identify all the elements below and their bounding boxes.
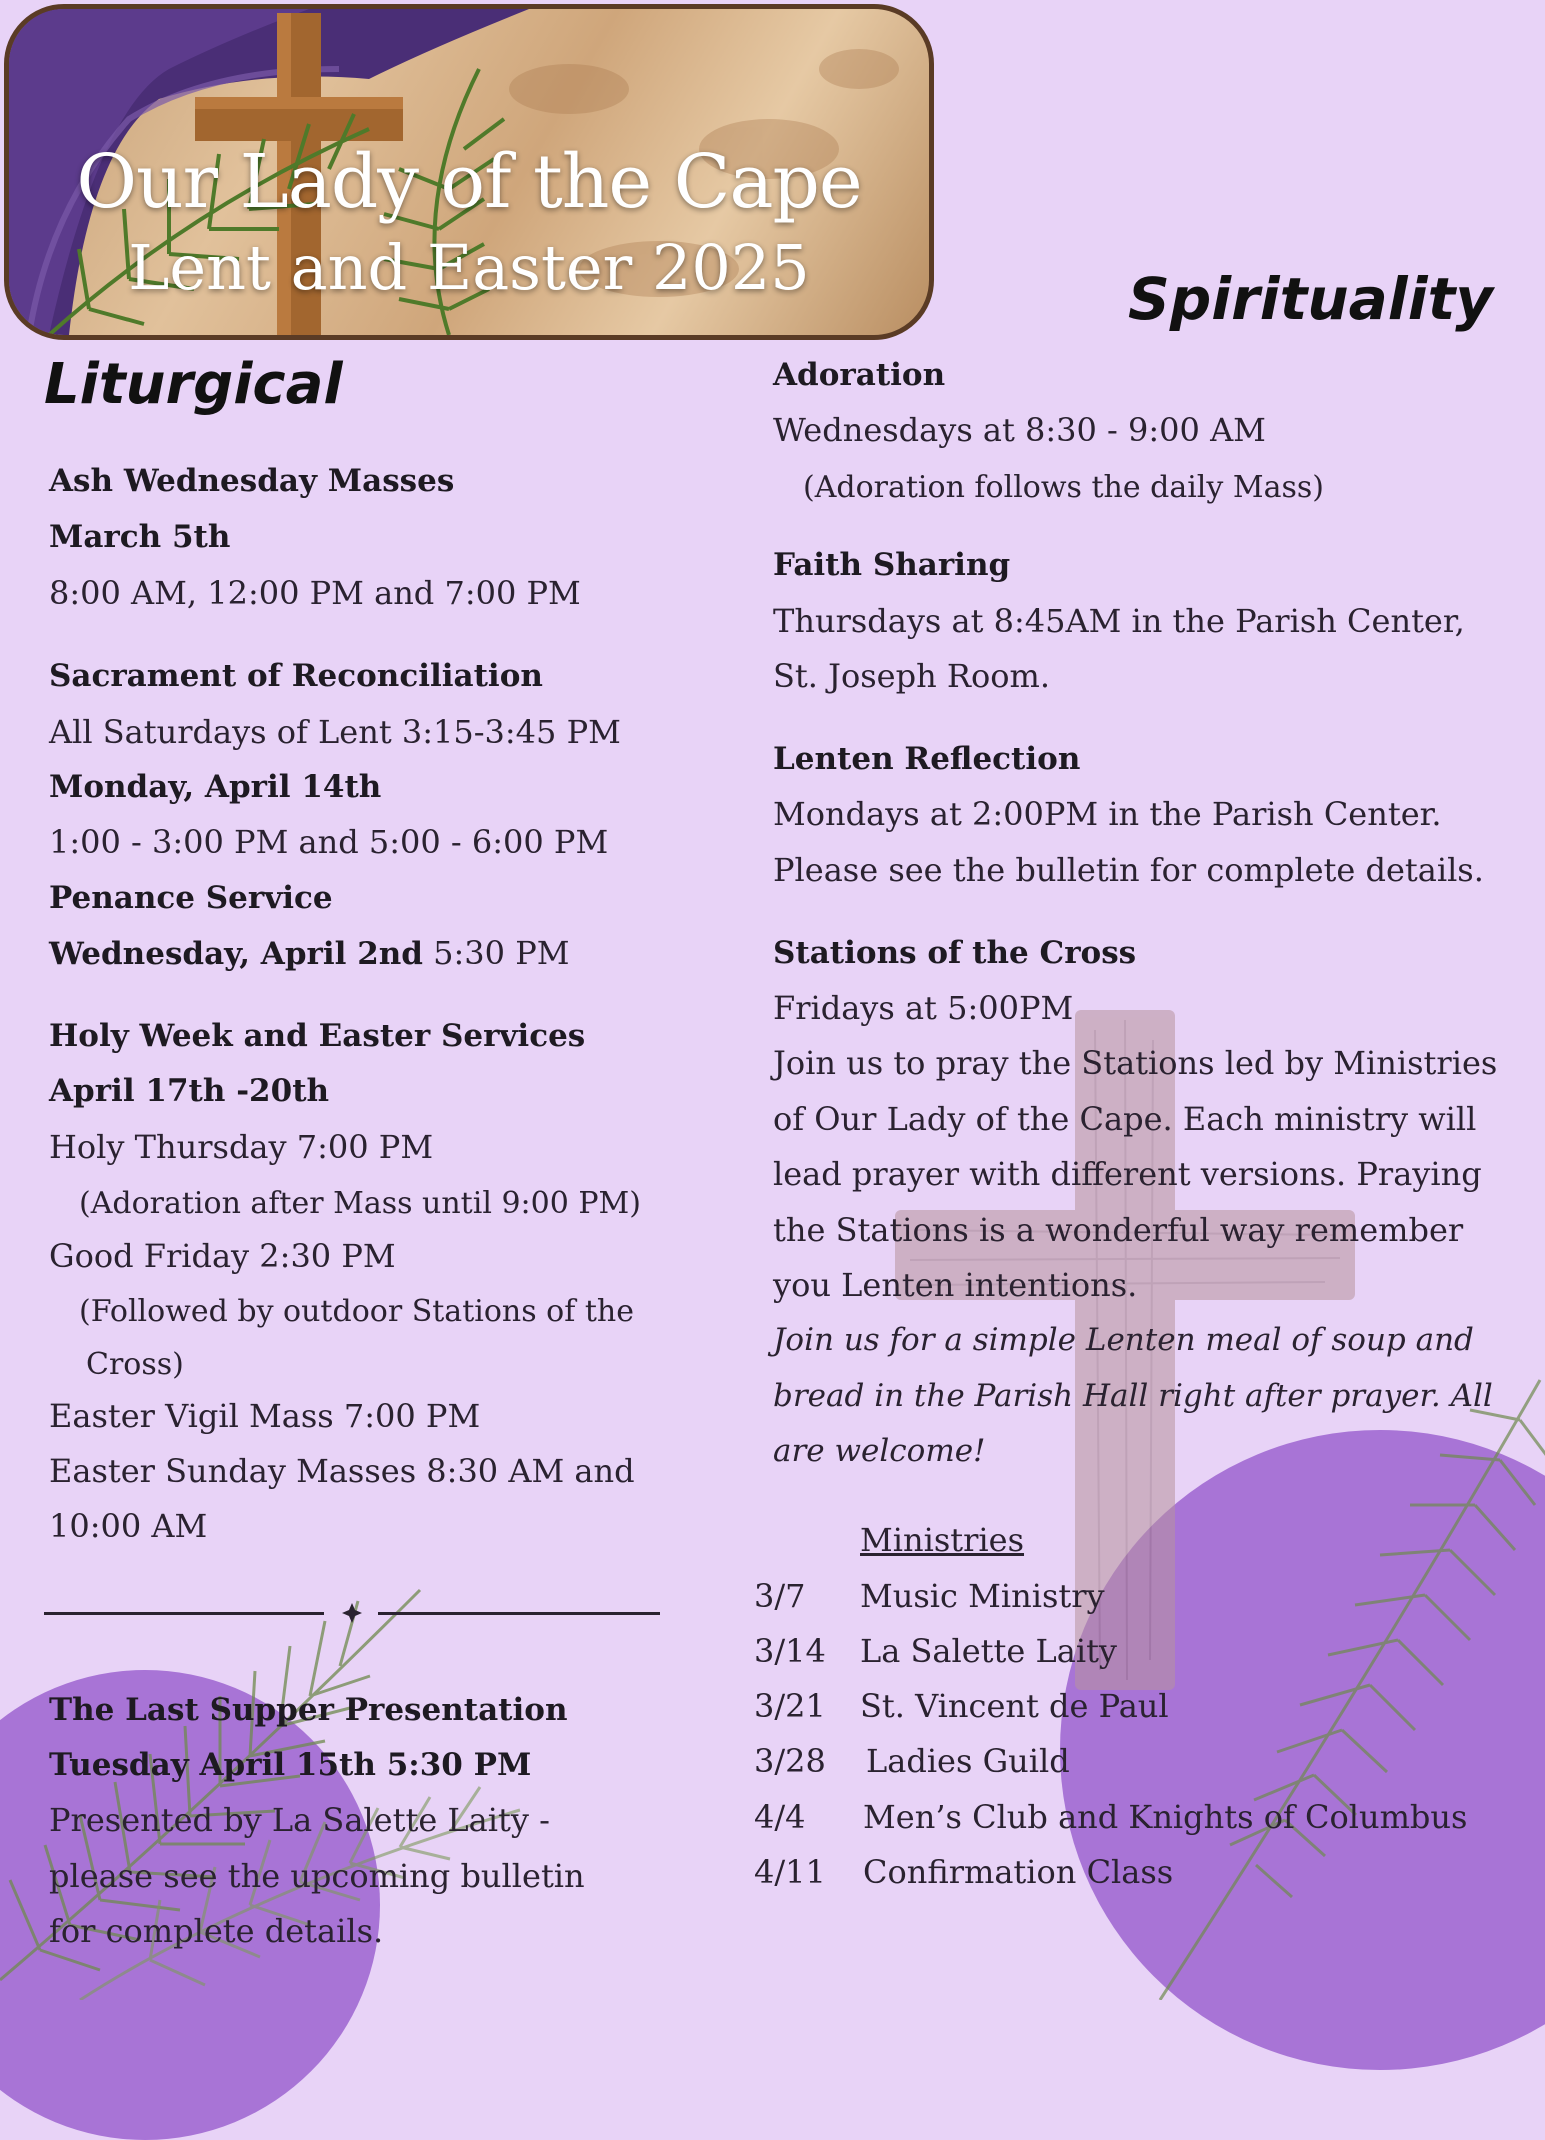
divider-line — [44, 1612, 324, 1615]
easter-sunday-1: Easter Sunday Masses 8:30 AM and — [49, 1452, 635, 1490]
ministry-name: Ladies Guild — [866, 1742, 1070, 1780]
stations-meal-line: Join us for a simple Lenten meal of soup and — [773, 1322, 1474, 1358]
faith-sharing-title: Faith Sharing — [773, 547, 1011, 583]
stations-text-line: Join us to pray the Stations led by Ministries — [773, 1044, 1498, 1082]
penance-service-time: 5:30 PM — [433, 934, 570, 972]
ministry-name: Confirmation Class — [863, 1853, 1174, 1891]
ministry-name: La Salette Laity — [860, 1632, 1117, 1670]
banner-title: Our Lady of the Cape — [76, 139, 862, 225]
stations-text-line: of Our Lady of the Cape. Each ministry will — [773, 1100, 1477, 1138]
ash-wednesday-date: March 5th — [49, 519, 231, 555]
lenten-reflection-line-1: Mondays at 2:00PM in the Parish Center. — [773, 795, 1442, 833]
divider-line — [378, 1612, 660, 1615]
lenten-reflection-line-2: Please see the bulletin for complete details. — [773, 851, 1484, 889]
reconciliation-monday-date: Monday, April 14th — [49, 769, 382, 805]
stations-title: Stations of the Cross — [773, 935, 1137, 971]
last-supper-title: The Last Supper Presentation — [49, 1692, 568, 1728]
last-supper-line-3: for complete details. — [49, 1912, 384, 1950]
holy-thursday: Holy Thursday 7:00 PM — [49, 1128, 434, 1166]
ministry-date: 3/21 — [754, 1687, 826, 1725]
last-supper-line-1: Presented by La Salette Laity - — [49, 1801, 550, 1839]
faith-sharing-line-2: St. Joseph Room. — [773, 657, 1050, 695]
ministry-name: Men’s Club and Knights of Columbus — [863, 1798, 1468, 1836]
holy-week-title: Holy Week and Easter Services — [49, 1018, 586, 1054]
penance-service-line — [49, 933, 569, 974]
penance-service-date: Wednesday, April 2nd — [49, 936, 423, 972]
spirituality-heading: Spirituality — [1128, 265, 1494, 333]
ministry-date: 3/28 — [754, 1742, 826, 1780]
lenten-reflection-title: Lenten Reflection — [773, 741, 1081, 777]
holy-week-dates: April 17th -20th — [49, 1073, 330, 1109]
penance-service-title: Penance Service — [49, 880, 333, 916]
ministries-heading: Ministries — [860, 1521, 1025, 1559]
ministry-date: 3/14 — [754, 1632, 826, 1670]
stations-text-line: the Stations is a wonderful way remember — [773, 1211, 1464, 1249]
ministry-name: St. Vincent de Paul — [860, 1687, 1169, 1725]
stations-time: Fridays at 5:00PM — [773, 989, 1074, 1027]
stations-text-line: you Lenten intentions. — [773, 1266, 1138, 1304]
adoration-note: (Adoration follows the daily Mass) — [803, 470, 1324, 505]
last-supper-date: Tuesday April 15th 5:30 PM — [49, 1747, 532, 1783]
last-supper-line-2: please see the upcoming bulletin — [49, 1857, 585, 1895]
palm-leaf-icon — [1080, 1360, 1545, 2000]
holy-thursday-note: (Adoration after Mass until 9:00 PM) — [79, 1186, 641, 1221]
easter-vigil: Easter Vigil Mass 7:00 PM — [49, 1397, 481, 1435]
stations-meal-line: are welcome! — [773, 1433, 986, 1469]
stations-meal-line: bread in the Parish Hall right after prayer. All — [773, 1378, 1493, 1414]
header-banner — [4, 4, 934, 340]
adoration-title: Adoration — [773, 357, 946, 393]
ministry-name: Music Ministry — [860, 1577, 1105, 1615]
ash-wednesday-times: 8:00 AM, 12:00 PM and 7:00 PM — [49, 574, 581, 612]
liturgical-heading: Liturgical — [44, 352, 343, 417]
easter-sunday-2: 10:00 AM — [49, 1507, 208, 1545]
stations-text-line: lead prayer with different versions. Praying — [773, 1155, 1482, 1193]
reconciliation-saturdays: All Saturdays of Lent 3:15-3:45 PM — [49, 713, 621, 751]
ash-wednesday-title: Ash Wednesday Masses — [49, 463, 455, 499]
good-friday-note-1: (Followed by outdoor Stations of the — [79, 1294, 634, 1329]
good-friday-note-2: Cross) — [86, 1347, 184, 1382]
ministry-date: 4/4 — [754, 1798, 806, 1836]
banner-subtitle: Lent and Easter 2025 — [128, 231, 810, 304]
ministry-date: 4/11 — [754, 1853, 826, 1891]
diamond-divider-icon — [342, 1603, 362, 1623]
faith-sharing-line-1: Thursdays at 8:45AM in the Parish Center, — [773, 602, 1465, 640]
adoration-time: Wednesdays at 8:30 - 9:00 AM — [773, 411, 1266, 449]
ministry-date: 3/7 — [754, 1577, 806, 1615]
reconciliation-title: Sacrament of Reconciliation — [49, 658, 543, 694]
good-friday: Good Friday 2:30 PM — [49, 1237, 396, 1275]
reconciliation-monday-times: 1:00 - 3:00 PM and 5:00 - 6:00 PM — [49, 823, 609, 861]
